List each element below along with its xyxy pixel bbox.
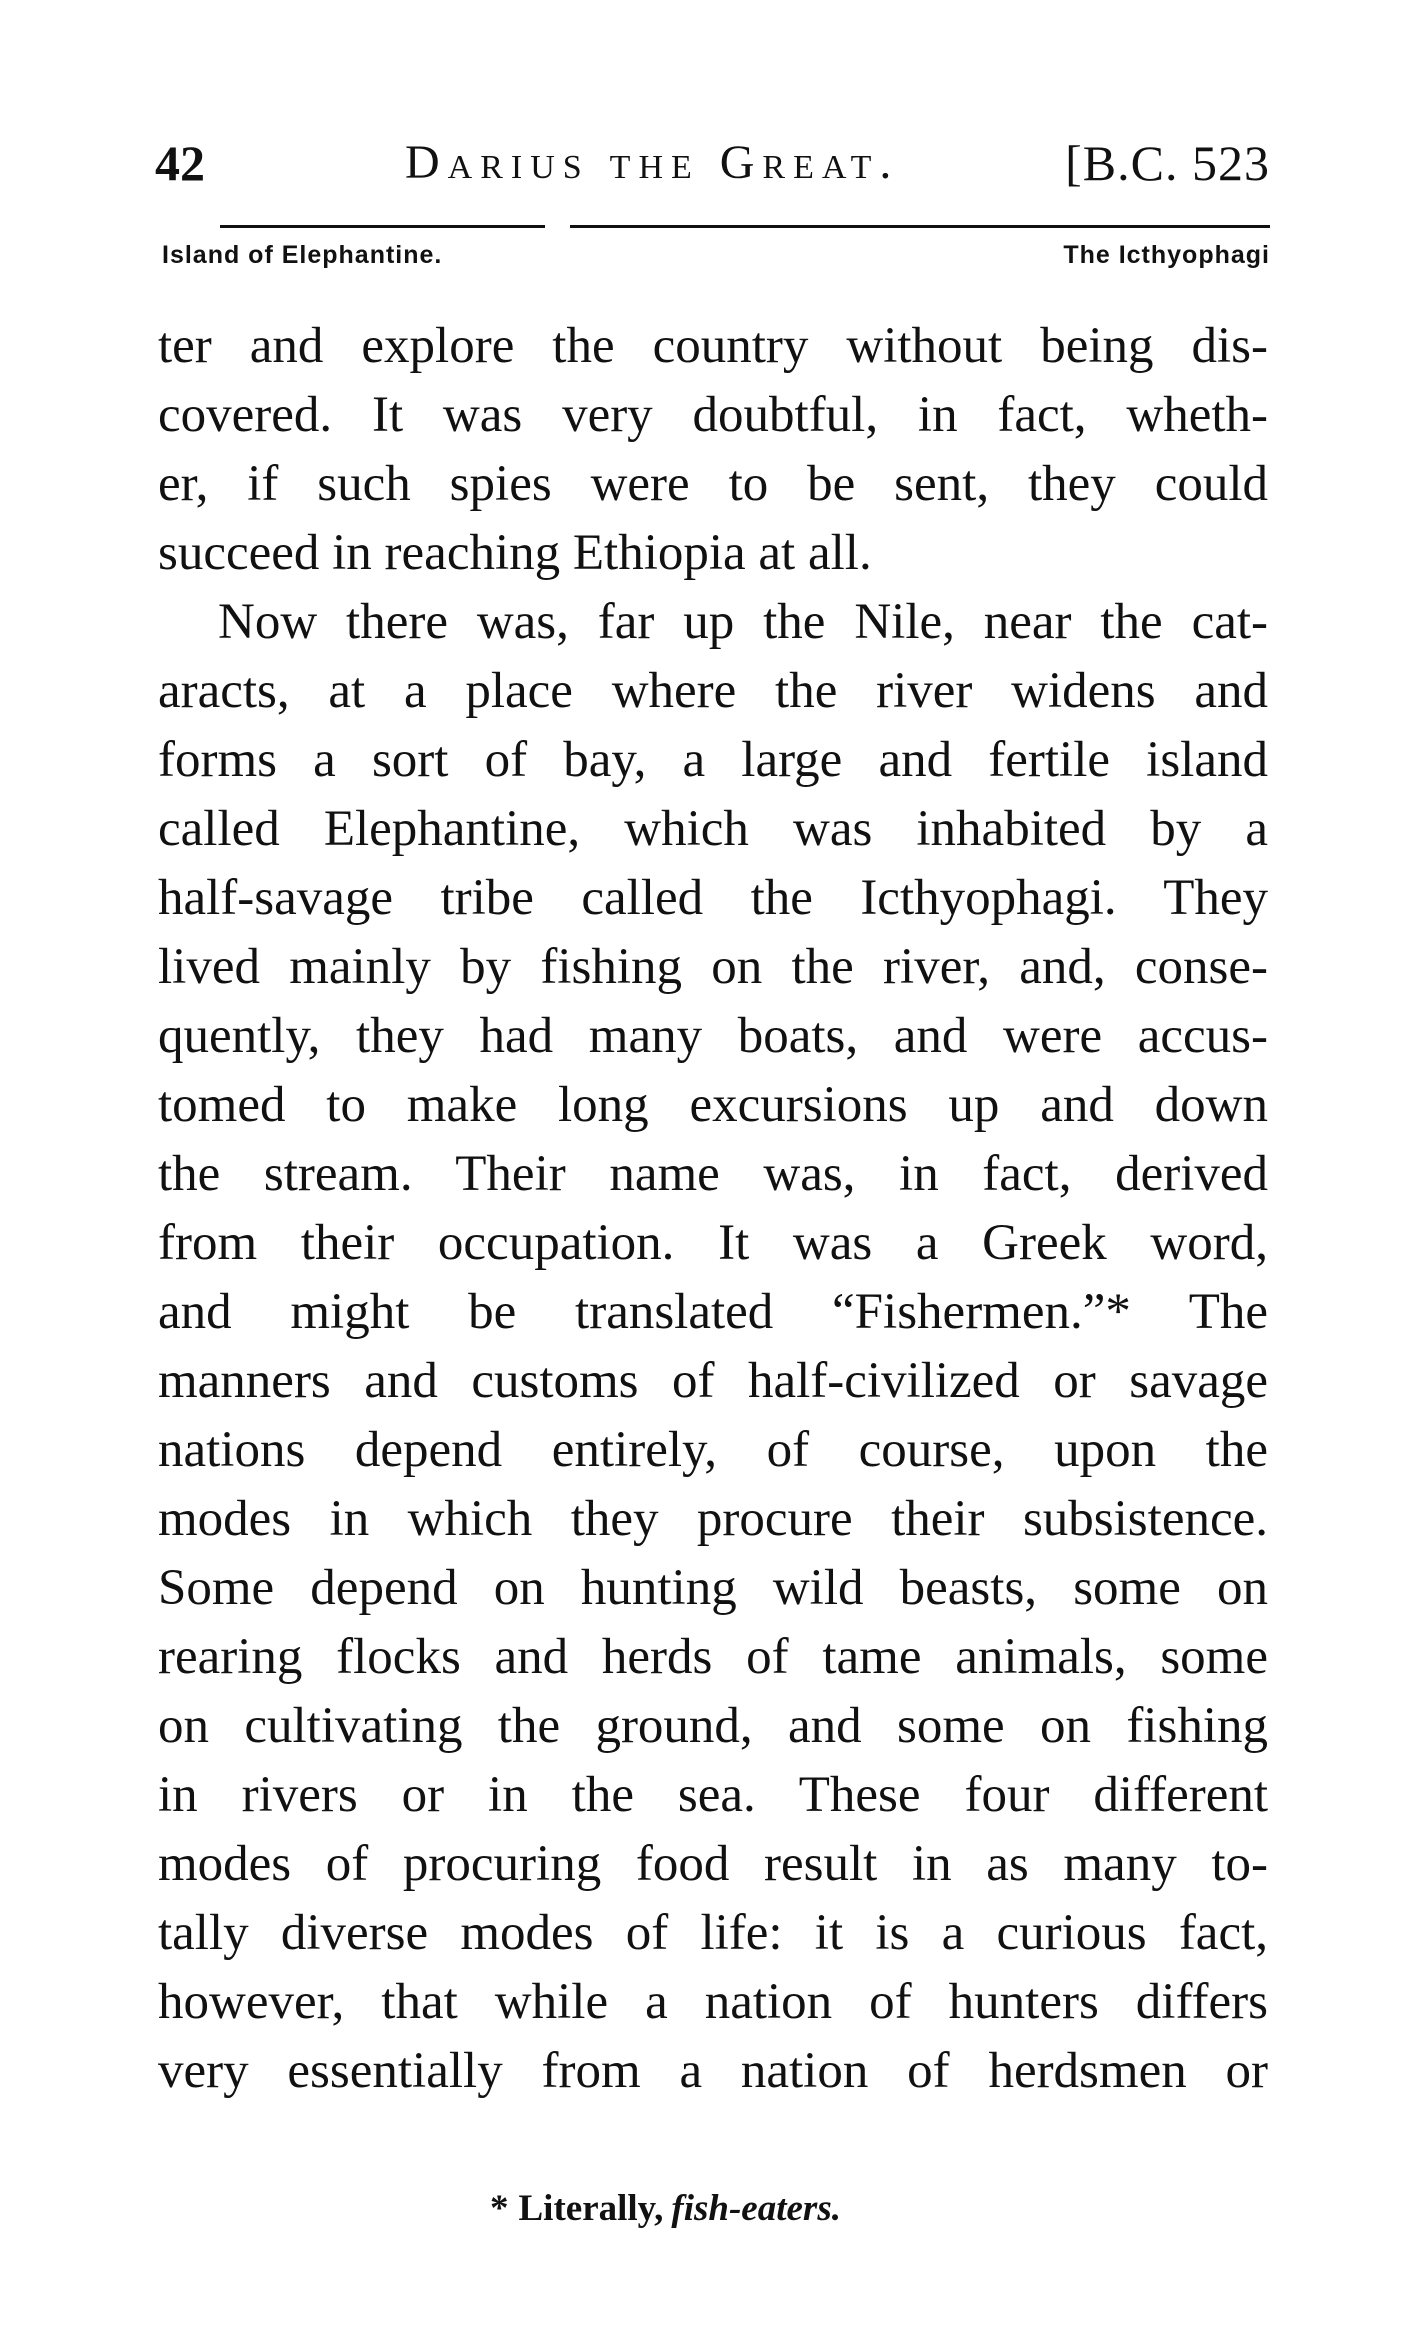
text-line: Some depend on hunting wild beasts, some on <box>158 1560 1268 1616</box>
header-rule-right <box>570 225 1270 228</box>
text-line: very essentially from a nation of herdsmen or <box>158 2043 1268 2099</box>
text-line: quently, they had many boats, and were accus- <box>158 1008 1268 1064</box>
text-line: modes of procuring food result in as many to- <box>158 1836 1268 1892</box>
footnote-lead: Literally, <box>518 2188 664 2229</box>
text-line: however, that while a nation of hunters differs <box>158 1974 1268 2030</box>
text-line: succeed in reaching Ethiopia at all. <box>158 525 872 581</box>
text-line: er, if such spies were to be sent, they could <box>158 456 1268 512</box>
text-line: aracts, at a place where the river widens and <box>158 663 1268 719</box>
date-reference: [B.C. 523 <box>1065 135 1270 191</box>
text-line: from their occupation. It was a Greek word, <box>158 1215 1268 1271</box>
header-rule-left <box>220 225 545 228</box>
text-line: nations depend entirely, of course, upon the <box>158 1422 1268 1478</box>
text-line: ter and explore the country without being dis- <box>158 318 1268 374</box>
text-line: modes in which they procure their subsistence. <box>158 1491 1268 1547</box>
text-line: Now there was, far up the Nile, near the cat- <box>218 594 1268 650</box>
footnote <box>490 2186 841 2232</box>
text-line: called Elephantine, which was inhabited by a <box>158 801 1268 857</box>
text-line: covered. It was very doubtful, in fact, wheth- <box>158 387 1268 443</box>
text-line: tally diverse modes of life: it is a curious fact, <box>158 1905 1268 1961</box>
text-line: manners and customs of half-civilized or savage <box>158 1353 1268 1409</box>
text-line: half-savage tribe called the Icthyophagi. They <box>158 870 1268 926</box>
footnote-term: fish-eaters. <box>671 2188 841 2229</box>
text-line: on cultivating the ground, and some on fishing <box>158 1698 1268 1754</box>
text-line: and might be translated “Fishermen.”* The <box>158 1284 1268 1340</box>
page-number: 42 <box>155 135 205 191</box>
footnote-marker: * <box>490 2188 509 2229</box>
text-line: lived mainly by fishing on the river, and, conse- <box>158 939 1268 995</box>
sidenote-right: The Icthyophagi <box>1063 241 1270 269</box>
page-header <box>155 128 1270 208</box>
running-title: Darius the Great. <box>405 136 900 189</box>
text-line: tomed to make long excursions up and down <box>158 1077 1268 1133</box>
text-line: the stream. Their name was, in fact, derived <box>158 1146 1268 1202</box>
text-line: rearing flocks and herds of tame animals, some <box>158 1629 1268 1685</box>
text-line: forms a sort of bay, a large and fertile island <box>158 732 1268 788</box>
sidenote-left: Island of Elephantine. <box>162 241 443 269</box>
text-line: in rivers or in the sea. These four different <box>158 1767 1268 1823</box>
body-text <box>158 312 1268 2106</box>
